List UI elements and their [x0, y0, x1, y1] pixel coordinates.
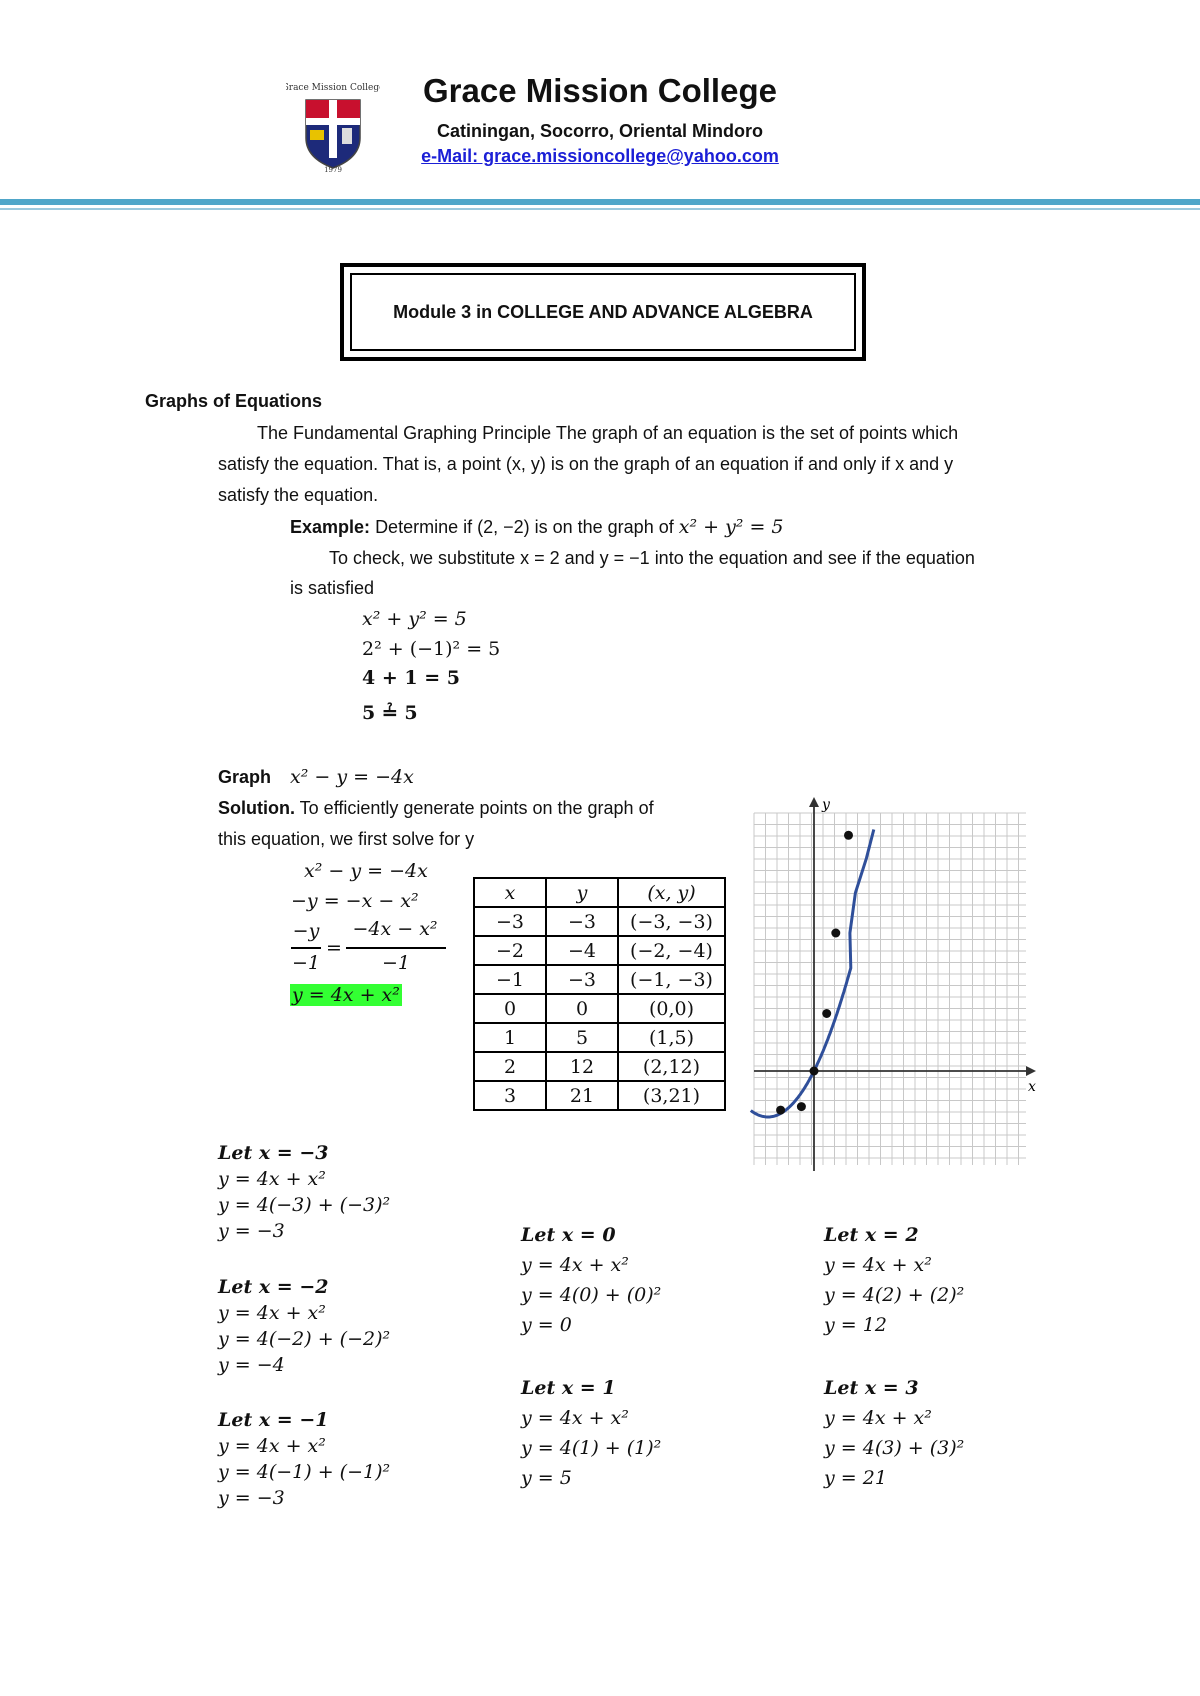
substitution-line: y = −3 — [218, 1220, 285, 1242]
table-header: y — [546, 878, 618, 907]
graph-canvas — [748, 795, 1038, 1175]
substitution-line: y = 4(2) + (2)² — [824, 1284, 965, 1306]
table-cell: −3 — [546, 965, 618, 994]
substitution-label: Let x = −2 — [218, 1276, 329, 1298]
substitution-block — [218, 1274, 390, 1378]
seal-year: 1979 — [324, 166, 342, 172]
graph-point — [844, 831, 853, 840]
table-header-row — [474, 878, 725, 907]
table-cell: (−1, −3) — [618, 965, 725, 994]
table-cell: 0 — [546, 994, 618, 1023]
table-row — [474, 994, 725, 1023]
table-cell: (1,5) — [618, 1023, 725, 1052]
college-email-link[interactable]: e-Mail: grace.missioncollege@yahoo.com — [421, 146, 779, 166]
table-header: (x, y) — [618, 878, 725, 907]
college-address: Catiningan, Socorro, Oriental Mindoro — [436, 121, 763, 141]
table-row — [474, 936, 725, 965]
graph-point — [776, 1106, 785, 1115]
header-divider-thin — [0, 208, 1200, 210]
table-cell: (2,12) — [618, 1052, 725, 1081]
example-step: 2² + (−1)² = 5 — [362, 638, 501, 660]
graph-equation: x² − y = −4x — [290, 766, 414, 788]
graph-point — [822, 1009, 831, 1018]
example-text: Determine if (2, −2) is on the graph of — [375, 517, 674, 537]
example-step: x² + y² = 5 — [362, 608, 467, 630]
substitution-block — [824, 1220, 964, 1340]
solve-step: x² − y = −4x — [304, 860, 428, 882]
solved-equation-highlight: y = 4x + x² — [292, 984, 400, 1006]
table-cell: −4 — [546, 936, 618, 965]
substitution-block — [218, 1140, 390, 1244]
substitution-line: y = 4(−2) + (−2)² — [218, 1328, 391, 1350]
substitution-label: Let x = −1 — [218, 1409, 329, 1431]
table-header: x — [474, 878, 546, 907]
substitution-line: y = 4x + x² — [521, 1254, 629, 1276]
substitution-line: y = 4x + x² — [521, 1407, 629, 1429]
table-cell: 2 — [474, 1052, 546, 1081]
frac-right-denominator: −1 — [381, 952, 410, 974]
substitution-line: y = 4x + x² — [218, 1168, 326, 1190]
table-row — [474, 1023, 725, 1052]
substitution-line: y = −4 — [218, 1354, 285, 1376]
substitution-line: y = 4(−3) + (−3)² — [218, 1194, 391, 1216]
graph-point — [810, 1067, 819, 1076]
substitution-label: Let x = −3 — [218, 1142, 329, 1164]
table-cell: −3 — [474, 907, 546, 936]
intro-line-2: satisfy the equation. That is, a point (x, y) is on the graph of an equation if and only if x and y — [218, 454, 954, 474]
substitution-line: y = 4x + x² — [824, 1407, 932, 1429]
substitution-line: y = 0 — [521, 1314, 572, 1336]
graph-grid — [754, 813, 1026, 1165]
table-cell: 12 — [546, 1052, 618, 1081]
graph-point — [831, 929, 840, 938]
graph-label: Graph — [218, 767, 272, 787]
solution-line-1 — [218, 793, 654, 824]
table-row — [474, 907, 725, 936]
table-cell: 21 — [546, 1081, 618, 1110]
frac-right-numerator: −4x − x² — [352, 918, 438, 940]
y-axis-label: y — [822, 797, 830, 813]
table-cell: (0,0) — [618, 994, 725, 1023]
table-row — [474, 965, 725, 994]
x-axis-label: x — [1028, 1079, 1036, 1095]
substitution-block — [521, 1373, 661, 1493]
check-line-2: is satisfied — [290, 578, 375, 598]
substitution-line: y = 12 — [824, 1314, 887, 1336]
graph-problem-line — [218, 762, 414, 793]
table-cell: (−3, −3) — [618, 907, 725, 936]
table-cell: 3 — [474, 1081, 546, 1110]
frac-equals: = — [326, 937, 342, 959]
table-cell: 5 — [546, 1023, 618, 1052]
intro-line-3: satisfy the equation. — [218, 485, 379, 505]
solution-label: Solution. — [218, 798, 295, 818]
module-title: Module 3 in COLLEGE AND ADVANCE ALGEBRA — [350, 273, 856, 351]
substitution-line: y = 4(1) + (1)² — [521, 1437, 662, 1459]
substitution-label: Let x = 1 — [521, 1377, 616, 1399]
substitution-line: y = 4x + x² — [218, 1435, 326, 1457]
parabola-graph — [748, 795, 1038, 1180]
substitution-label: Let x = 2 — [824, 1224, 919, 1246]
frac-left-bar — [291, 947, 321, 949]
frac-left-denominator: −1 — [291, 952, 320, 974]
substitution-block — [824, 1373, 964, 1493]
substitution-label: Let x = 3 — [824, 1377, 919, 1399]
substitution-line: y = −3 — [218, 1487, 285, 1509]
example-step: 5 ≟ 5 — [362, 702, 418, 724]
substitution-line: y = 5 — [521, 1467, 572, 1489]
value-table-wrap — [473, 877, 726, 1111]
y-axis-arrow — [809, 797, 819, 807]
solution-line-2: this equation, we first solve for y — [218, 829, 475, 849]
solution-text: To efficiently generate points on the graph of — [299, 798, 654, 818]
table-cell: 0 — [474, 994, 546, 1023]
table-cell: −2 — [474, 936, 546, 965]
college-name: Grace Mission College — [423, 72, 777, 109]
seal-text: Grace Mission College — [286, 83, 380, 93]
table-row — [474, 1081, 725, 1110]
frac-right-bar — [346, 947, 446, 949]
table-row — [474, 1052, 725, 1081]
table-cell: −1 — [474, 965, 546, 994]
substitution-line: y = 4(−1) + (−1)² — [218, 1461, 391, 1483]
intro-line-1: The Fundamental Graphing Principle The graph of an equation is the set of points which — [257, 423, 959, 443]
substitution-line: y = 21 — [824, 1467, 887, 1489]
example-label: Example: — [290, 517, 371, 537]
substitution-line: y = 4x + x² — [824, 1254, 932, 1276]
example-equation: x² + y² = 5 — [678, 516, 784, 538]
substitution-line: y = 4x + x² — [218, 1302, 326, 1324]
frac-left-numerator: −y — [292, 920, 320, 942]
example-line — [290, 512, 784, 543]
substitution-block — [521, 1220, 661, 1340]
table-cell: 1 — [474, 1023, 546, 1052]
substitution-line: y = 4(0) + (0)² — [521, 1284, 662, 1306]
example-step: 4 + 1 = 5 — [362, 667, 460, 689]
table-cell: (3,21) — [618, 1081, 725, 1110]
solve-step: −y = −x − x² — [291, 890, 419, 912]
value-table — [473, 877, 726, 1111]
module-title-box — [340, 263, 866, 361]
table-cell: −3 — [546, 907, 618, 936]
graph-point — [797, 1102, 806, 1111]
substitution-label: Let x = 0 — [521, 1224, 616, 1246]
substitution-line: y = 4(3) + (3)² — [824, 1437, 965, 1459]
section-title: Graphs of Equations — [145, 391, 323, 411]
substitution-block — [218, 1407, 390, 1511]
check-line-1: To check, we substitute x = 2 and y = −1 into the equation and see if the equation — [329, 548, 975, 568]
x-axis-arrow — [1026, 1066, 1036, 1076]
table-cell: (−2, −4) — [618, 936, 725, 965]
header-divider — [0, 199, 1200, 205]
